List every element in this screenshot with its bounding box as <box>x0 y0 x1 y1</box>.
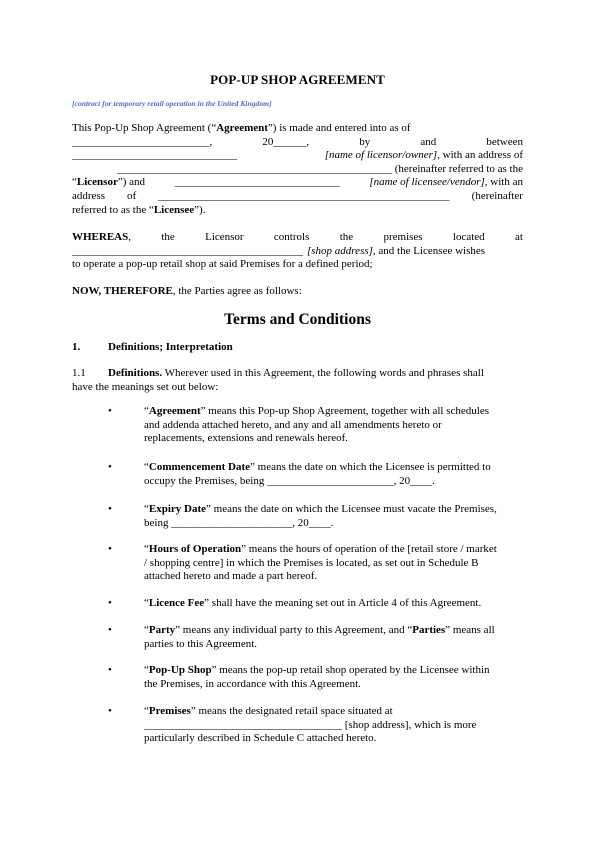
shop-address-placeholder: [shop address] <box>307 244 373 257</box>
whereas-text: located <box>452 231 485 243</box>
definition-line-text: replacements, extensions and renewals hereof. <box>144 432 349 445</box>
clause-1-1-line-2 <box>72 381 523 395</box>
definition-item <box>144 405 523 446</box>
definition-term: Licence Fee <box>148 597 205 609</box>
definition-line-text <box>144 543 497 557</box>
bullet-symbol: • <box>108 461 112 473</box>
intro-text: between <box>486 135 523 148</box>
definition-line-text <box>144 503 497 517</box>
bullet-symbol: • <box>108 664 112 676</box>
whereas-term: WHEREAS <box>72 231 129 243</box>
definition-item <box>144 705 523 746</box>
heading-text: Definitions; Interpretation <box>108 341 233 353</box>
definition-term: Pop-Up Shop <box>148 664 212 676</box>
definition-line <box>144 705 523 719</box>
definition-line-text: parties to this Agreement. <box>144 637 258 650</box>
definition-line-text: being ______________________, 20____. <box>144 516 334 529</box>
licensor-term: Licensor <box>76 176 118 189</box>
intro-text: ”) is made and entered into as of <box>267 122 411 134</box>
intro-line-1 <box>72 122 523 136</box>
intro-text: by <box>359 135 371 148</box>
whereas-text: at <box>515 231 523 243</box>
definition-line <box>144 517 523 531</box>
definition-line-text: occupy the Premises, being _______________________, 20____. <box>144 474 435 487</box>
definition-text: ” means any individual party to this Agreement, and “Parties” means all <box>175 624 495 636</box>
definition-text: ” means the pop-up retail shop operated by the Licensee within <box>211 664 490 676</box>
intro-text: ”). <box>194 203 206 216</box>
definition-line <box>144 638 523 652</box>
open-quote: “ <box>144 597 149 609</box>
definition-item <box>144 543 523 584</box>
definition-line-text: the Premises, in accordance with this Agreement. <box>144 677 361 690</box>
bullet-symbol: • <box>108 705 112 717</box>
definition-line-text: attached hereto and made a part hereof. <box>144 570 318 583</box>
whereas-text: , <box>128 231 131 243</box>
licensee-term: Licensee <box>153 203 195 216</box>
whereas-line-1 <box>72 231 523 245</box>
definition-line <box>144 432 523 446</box>
clause-1-1 <box>72 367 523 394</box>
intro-line-6 <box>72 190 523 204</box>
definition-line <box>144 461 523 475</box>
intro-line-7 <box>72 204 523 218</box>
clause-text: have the meanings set out below: <box>72 380 219 393</box>
now-therefore-term: NOW, THEREFORE <box>72 285 173 297</box>
definition-line <box>144 732 523 746</box>
definition-line-text: / shopping centre] in which the Premises is located, as set out in Schedule B <box>144 556 479 569</box>
licensee-placeholder: [name of licensee/vendor] <box>369 176 485 189</box>
document-title: POP-UP SHOP AGREEMENT <box>210 72 385 87</box>
definition-line-text <box>144 705 393 719</box>
intro-text: , with an address of <box>437 149 523 162</box>
intro-line-3 <box>72 149 523 163</box>
definition-text: ” means the hours of operation of the [retail store / market <box>241 543 497 555</box>
definition-line-text: particularly described in Schedule C attached hereto. <box>144 732 377 745</box>
year-blank: 20______, <box>262 135 310 148</box>
definition-line-text <box>144 597 481 611</box>
heading-number: 1. <box>72 341 81 353</box>
definition-term: Party <box>148 624 176 636</box>
definition-line <box>144 557 523 571</box>
definition-text: ” means this Pop-up Shop Agreement, together with all schedules <box>200 405 489 417</box>
whereas-line-3 <box>72 258 523 272</box>
bullet-symbol: • <box>108 597 112 609</box>
now-therefore-paragraph <box>72 285 523 299</box>
intro-line-5 <box>72 176 523 190</box>
definition-term: Agreement <box>148 405 201 417</box>
definition-line <box>144 678 523 692</box>
licensee-name-blank: ______________________________ <box>174 176 340 189</box>
intro-text: __________________________________________________ (hereinafter referred to as the <box>116 162 523 175</box>
intro-paragraph <box>72 122 523 217</box>
definition-line <box>144 624 523 638</box>
definition-line <box>144 719 523 733</box>
intro-text: referred to as the “ <box>72 203 154 216</box>
open-quote: “ <box>144 405 149 417</box>
definition-line-text <box>144 461 491 475</box>
bullet-symbol: • <box>108 405 112 417</box>
whereas-text: the <box>161 231 175 243</box>
definition-line-text <box>144 624 495 638</box>
now-therefore-text: , the Parties agree as follows: <box>172 285 302 297</box>
intro-text: “ <box>72 176 77 189</box>
definitions-term: Definitions. <box>108 367 163 379</box>
definition-term: Commencement Date <box>148 461 250 473</box>
whereas-paragraph <box>72 231 523 272</box>
section-heading-1 <box>72 341 233 353</box>
whereas-text: premises <box>383 231 423 243</box>
definition-line <box>144 664 523 678</box>
intro-text: ”) and <box>117 176 146 189</box>
definition-term: Expiry Date <box>148 503 207 515</box>
parties-term: Parties <box>412 624 446 636</box>
definition-line-text: ____________________________________ [shop address], which is more <box>144 718 477 731</box>
clause-1-1-line-1 <box>72 367 523 381</box>
whereas-text: , and the Licensee wishes <box>372 244 486 257</box>
definition-item <box>144 664 523 691</box>
clause-text: Wherever used in this Agreement, the following words and phrases shall <box>162 367 484 379</box>
agreement-term: Agreement <box>216 122 268 134</box>
licensor-name-blank: ______________________________ <box>72 149 237 162</box>
intro-text: of <box>127 189 137 202</box>
intro-text: (hereinafter <box>471 189 523 202</box>
definition-term: Hours of Operation <box>148 543 242 555</box>
intro-text: and <box>420 135 437 148</box>
definition-line-text <box>144 405 489 419</box>
shop-address-blank: __________________________________________ <box>72 244 303 257</box>
definition-line <box>144 405 523 419</box>
definition-text: ” means the date on which the Licensee is permitted to <box>250 461 491 473</box>
definition-term: Premises <box>148 705 191 717</box>
bullet-symbol: • <box>108 543 112 555</box>
bullet-symbol: • <box>108 503 112 515</box>
whereas-text: Licensor <box>205 231 244 243</box>
definition-line-text <box>144 664 490 678</box>
definition-item <box>144 624 523 651</box>
definition-line <box>144 570 523 584</box>
open-quote: “ <box>144 664 149 676</box>
now-therefore-line <box>72 285 523 299</box>
definition-line <box>144 419 523 433</box>
document-subtitle: [contract for temporary retail operation in the United Kingdom] <box>72 99 272 108</box>
definition-line <box>144 503 523 517</box>
intro-text: , with an <box>484 176 523 189</box>
licensor-placeholder: [name of licensor/owner] <box>324 149 438 162</box>
clause-number: 1.1 <box>72 367 86 379</box>
definition-text: ” shall have the meaning set out in Article 4 of this Agreement. <box>204 597 482 609</box>
open-quote: “ <box>144 624 149 636</box>
intro-text: This Pop-Up Shop Agreement (“ <box>72 122 217 134</box>
intro-text: address <box>72 189 105 202</box>
bullet-symbol: • <box>108 624 112 636</box>
date-blank: _________________________, <box>72 135 213 148</box>
intro-line-2 <box>72 136 523 150</box>
open-quote: “ <box>144 461 149 473</box>
definition-item <box>144 503 523 530</box>
whereas-text: controls <box>273 231 310 243</box>
section-title: Terms and Conditions <box>224 311 371 328</box>
definition-line <box>144 475 523 489</box>
definition-item <box>144 597 523 611</box>
whereas-text: to operate a pop-up retail shop at said Premises for a defined period; <box>72 258 373 271</box>
definition-line-text: and addenda attached hereto, and any and all amendments hereto or <box>144 418 442 431</box>
definition-line <box>144 597 523 611</box>
definition-text: ” means the designated retail space situated at <box>190 705 393 717</box>
whereas-line-2 <box>72 245 523 259</box>
address-blank: _____________________________________________________ <box>158 189 450 202</box>
definition-line <box>144 543 523 557</box>
open-quote: “ <box>144 705 149 717</box>
whereas-text: the <box>339 231 354 243</box>
open-quote: “ <box>144 543 149 555</box>
definition-item <box>144 461 523 488</box>
intro-line-4 <box>72 163 523 177</box>
definition-text: ” means the date on which the Licensee must vacate the Premises, <box>206 503 497 515</box>
open-quote: “ <box>144 503 149 515</box>
